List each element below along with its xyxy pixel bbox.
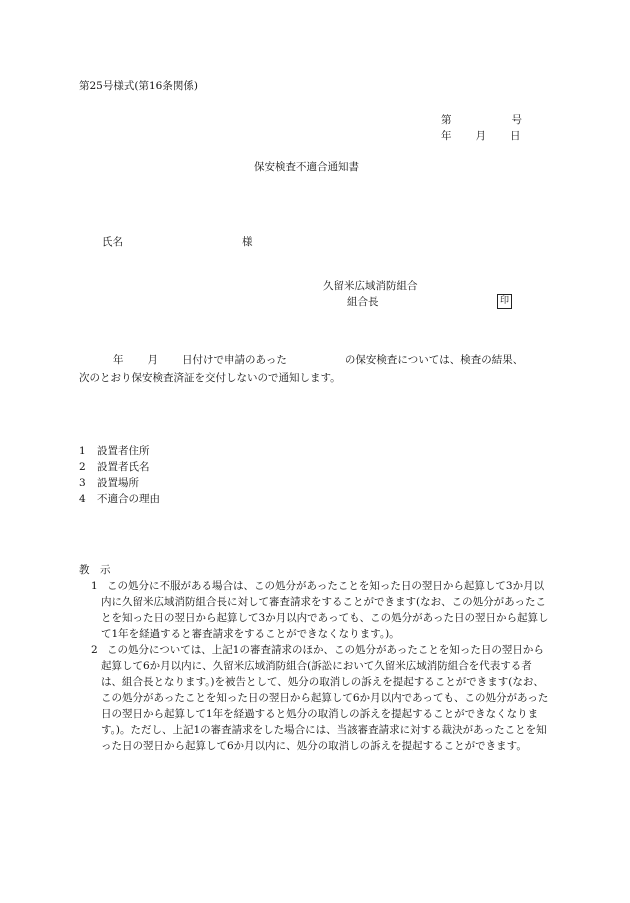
- date-year: 年: [441, 130, 452, 142]
- number-prefix: 第: [441, 114, 452, 126]
- item-list: [79, 443, 160, 507]
- number-suffix: 号: [511, 114, 522, 126]
- body-line-2: 次のとおり保安検査済証を交付しないので通知します。: [79, 372, 341, 384]
- notice-heading: 教 示: [79, 564, 111, 576]
- document-number: [441, 115, 522, 126]
- list-item: 3 設置場所: [79, 477, 139, 489]
- recipient-name-label: 氏名: [102, 236, 123, 248]
- notification-body: [79, 351, 549, 387]
- document-date: [441, 131, 521, 142]
- date-day: 日: [510, 130, 521, 142]
- issuer-organization: 久留米広域消防組合: [323, 280, 418, 292]
- list-item: 1 設置者住所: [79, 445, 150, 457]
- notice-section: [89, 578, 551, 754]
- seal-mark: 印: [497, 294, 512, 309]
- body-line-1: [79, 351, 549, 369]
- body-date-text: 日付けで申請のあった: [182, 354, 287, 366]
- list-item: 2 設置者氏名: [79, 461, 150, 473]
- list-item: 4 不適合の理由: [79, 493, 160, 505]
- issuer-position: 組合長: [347, 296, 379, 308]
- notice-paragraph: 2 この処分については、上記1の審査請求のほか、この処分があったことを知った日の翌日から起算して6か月以内に、久留米広域消防組合(訴訟において久留米広域消防組合を代表する者は、組合長となります。)を被告として、処分の取消しの訴えを提起することができます(なお、この処分があったことを知った日の翌日から起算して6か月以内であっても、この処分があった日の翌日から起算して1年を経過すると処分の取消しの訴えを提起することができなくなります。)。ただし、上記1の審査請求をした場合には、当該審査請求に対する裁決があったことを知った日の翌日から起算して6か月以内に、処分の取消しの訴えを提起することができます。: [91, 644, 549, 752]
- body-inspection-text: の保安検査については、検査の結果、: [344, 354, 524, 366]
- form-id: 第25号様式(第16条関係): [79, 80, 198, 92]
- body-month: 月: [147, 354, 158, 366]
- body-year: 年: [113, 354, 124, 366]
- notice-paragraph: 1 この処分に不服がある場合は、この処分があったことを知った日の翌日から起算して3か月以内に久留米広域消防組合長に対して審査請求をすることができます(なお、この処分があったことを知った日の翌日から起算して3か月以内であっても、この処分があった日の翌日から起算して1年を経過すると審査請求をすることができなくなります。)。: [91, 580, 549, 640]
- recipient-honorific: 様: [242, 236, 253, 248]
- page-title: 保安検査不適合通知書: [254, 161, 359, 173]
- date-month: 月: [475, 130, 486, 142]
